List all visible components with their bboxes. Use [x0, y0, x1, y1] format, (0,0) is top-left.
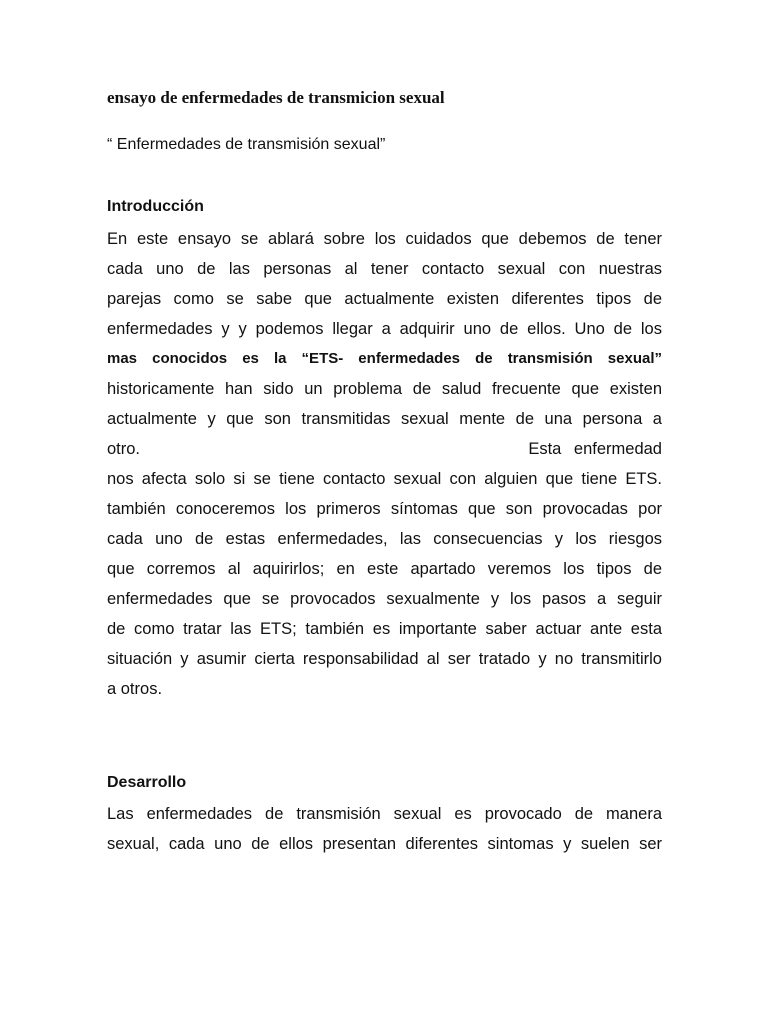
paragraph-line: enfermedades que se provocados sexualmente y los pasos a seguir [107, 590, 662, 608]
paragraph-line-bold: mas conocidos es la “ETS- enfermedades de transmisión sexual” [107, 350, 662, 367]
paragraph-line: Las enfermedades de transmisión sexual es provocado de manera [107, 805, 662, 823]
section-heading-introduccion: Introducción [107, 198, 204, 215]
document-subtitle: “ Enfermedades de transmisión sexual” [107, 136, 386, 153]
section-heading-desarrollo: Desarrollo [107, 774, 187, 791]
paragraph-line: parejas como se sabe que actualmente existen diferentes tipos de [107, 290, 662, 308]
paragraph-line: de como tratar las ETS; también es importante saber actuar ante esta [107, 620, 662, 638]
paragraph-line: a otros. [107, 680, 163, 698]
paragraph-line: actualmente y que son transmitidas sexual mente de una persona a [107, 410, 662, 428]
paragraph-line: situación y asumir cierta responsabilidad al ser tratado y no transmitirlo [107, 650, 662, 668]
document-title: ensayo de enfermedades de transmicion sexual [107, 88, 445, 107]
paragraph-line: enfermedades y y podemos llegar a adquirir uno de ellos. Uno de los [107, 320, 662, 338]
paragraph-line [107, 437, 662, 461]
paragraph-line: sexual, cada uno de ellos presentan diferentes sintomas y suelen ser [107, 835, 662, 853]
paragraph-line: que corremos al aquirirlos; en este apartado veremos los tipos de [107, 560, 662, 578]
paragraph-fragment: otro. [107, 440, 141, 458]
paragraph-line: En este ensayo se ablará sobre los cuidados que debemos de tener [107, 230, 662, 248]
paragraph-line: también conoceremos los primeros síntomas que son provocadas por [107, 500, 662, 518]
paragraph-fragment: Esta enfermedad [528, 440, 662, 458]
paragraph-line: nos afecta solo si se tiene contacto sexual con alguien que tiene ETS. [107, 470, 662, 488]
paragraph-line: cada uno de estas enfermedades, las consecuencias y los riesgos [107, 530, 662, 548]
paragraph-line: historicamente han sido un problema de salud frecuente que existen [107, 380, 662, 398]
paragraph-line: cada uno de las personas al tener contacto sexual con nuestras [107, 260, 662, 278]
